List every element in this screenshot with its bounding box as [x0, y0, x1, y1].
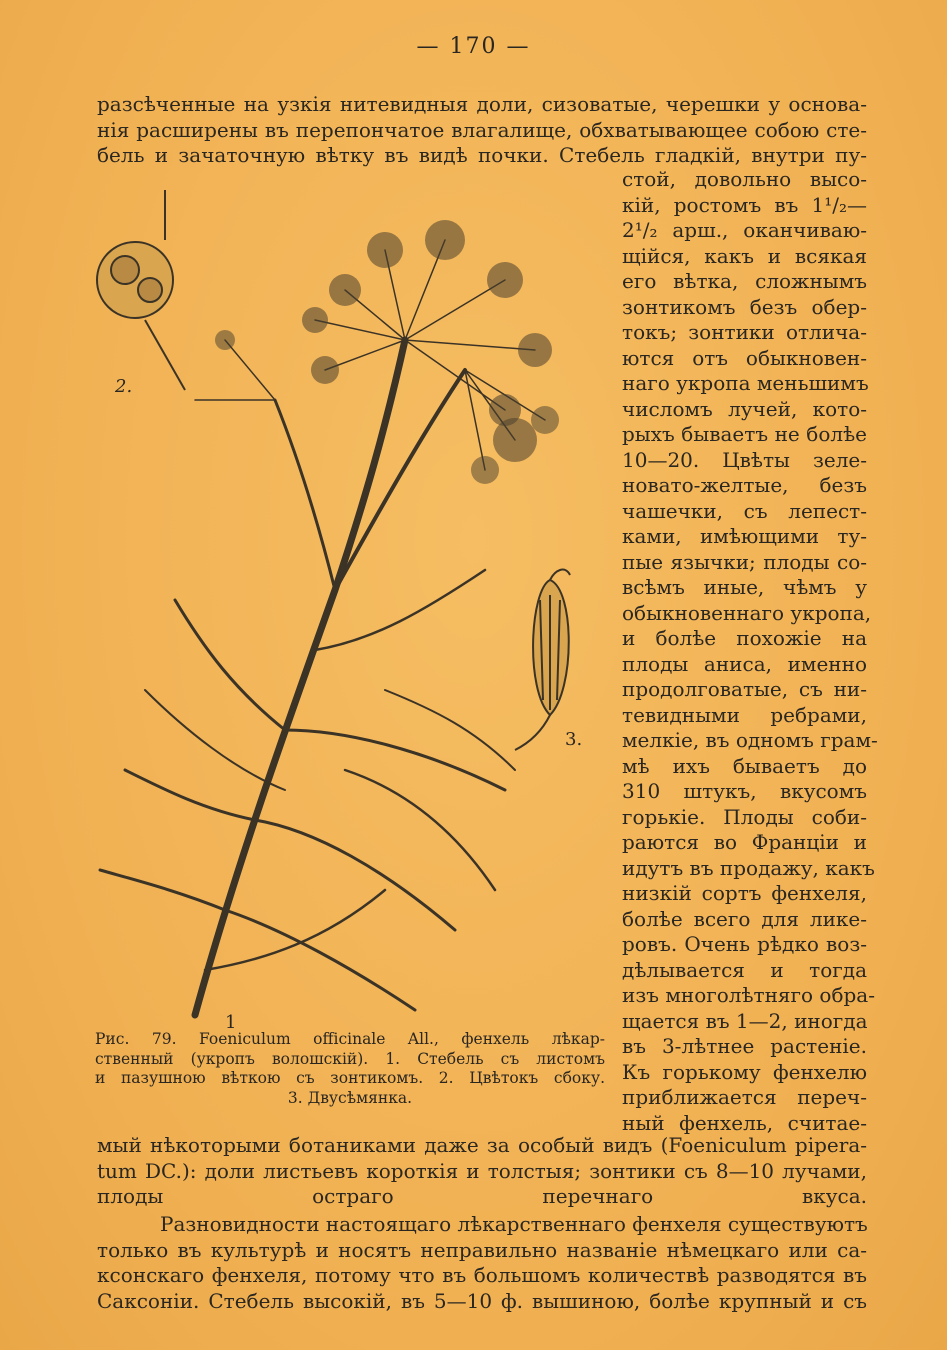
- label-stem: 1: [225, 1012, 237, 1030]
- column-text-line: токъ; зонтики отлича-: [622, 320, 867, 344]
- column-text-line: раются во Франціи и: [622, 830, 867, 854]
- column-text-line: рыхъ бываетъ не болѣе: [622, 422, 867, 446]
- paragraph-line: Саксоніи. Стебель высокій, въ 5—10 ф. вышиною, болѣе крупный и съ: [97, 1288, 867, 1313]
- column-text-line: чашечки, съ лепест-: [622, 498, 867, 523]
- top-text-line: нія расширены въ перепончатое влагалище, обхватывающее собою сте-: [97, 117, 867, 142]
- column-text-line: ный фенхель, считае-: [622, 1110, 867, 1135]
- column-text-line: новато-желтые, безъ: [622, 473, 867, 497]
- caption-line: ственный (укропъ волошскій). 1. Стебель съ листомъ: [95, 1049, 605, 1068]
- caption-line: Рис. 79. Foeniculum officinale All., фенхель лѣкар-: [95, 1030, 605, 1048]
- fennel-drawing: [85, 170, 615, 1030]
- column-text-line: и болѣе похожіе на: [622, 626, 867, 650]
- column-text-line: щается въ 1—2, иногда: [622, 1008, 868, 1033]
- caption-line: 3. Двусѣмянка.: [287, 1088, 413, 1107]
- column-text-line: 2¹/₂ арш., оканчиваю-: [622, 218, 867, 242]
- column-text-line: болѣе всего для лике-: [622, 906, 867, 931]
- column-text-line: низкій сортъ фенхеля,: [622, 881, 867, 905]
- bottom-text-line: tum DC.): доли листьевъ короткія и толстыя; зонтики съ 8—10 лучами,: [97, 1158, 867, 1183]
- column-text-line: въ 3-лѣтнее растеніе.: [622, 1034, 867, 1058]
- column-text-line: ровъ. Очень рѣдко воз-: [622, 932, 867, 956]
- column-text-line: плоды аниса, именно: [622, 651, 867, 676]
- column-text-line: 310 штукъ, вкусомъ: [622, 779, 867, 803]
- column-text-line: наго укропа меньшимъ: [622, 371, 869, 395]
- column-text-line: мѣ ихъ бываетъ до: [622, 753, 867, 778]
- column-text-line: дѣлывается и тогда: [622, 957, 867, 982]
- column-text-line: горькіе. Плоды соби-: [622, 804, 867, 829]
- column-text-line: изъ многолѣтняго обра-: [622, 983, 875, 1007]
- column-text-line: тевидными ребрами,: [622, 702, 867, 727]
- column-text-line: пые язычки; плоды со-: [622, 549, 867, 574]
- column-text-line: Къ горькому фенхелю: [622, 1059, 867, 1084]
- paragraph-line: ксонскаго фенхеля, потому что въ большомъ количествѣ разводятся въ: [97, 1263, 867, 1287]
- caption-line: и пазушною вѣткою съ зонтикомъ. 2. Цвѣтокъ сбоку.: [95, 1069, 605, 1087]
- column-text-line: идутъ въ продажу, какъ: [622, 855, 875, 880]
- page-number: — 170 —: [416, 34, 531, 59]
- column-text-line: ками, имѣющими ту-: [622, 524, 867, 548]
- column-text-line: кій, ростомъ въ 1¹/₂—: [622, 192, 867, 217]
- column-text-line: продолговатые, съ ни-: [622, 677, 867, 701]
- top-text-line: разсѣченные на узкія нитевидныя доли, сизоватые, черешки у основа-: [97, 92, 867, 116]
- paragraph-first-line: Разновидности настоящаго лѣкарственнаго фенхеля существуютъ: [160, 1212, 868, 1236]
- label-fruit: 3.: [565, 729, 583, 750]
- figure-caption: [95, 1030, 605, 1108]
- column-text-line: ются отъ обыкновен-: [622, 345, 867, 370]
- column-text-line: его вѣтка, сложнымъ: [622, 269, 867, 293]
- column-text-line: числомъ лучей, кото-: [622, 396, 867, 421]
- fennel-illustration: [85, 170, 615, 1030]
- column-text-line: мелкіе, въ одномъ грам-: [622, 728, 878, 752]
- column-text-line: всѣмъ иные, чѣмъ у: [622, 575, 867, 599]
- column-text-line: обыкновеннаго укропа,: [622, 600, 872, 625]
- paragraph-line: только въ культурѣ и носятъ неправильно названіе нѣмецкаго или са-: [97, 1237, 867, 1262]
- column-text-line: зонтикомъ безъ обер-: [622, 294, 867, 319]
- bottom-text-line: мый нѣкоторыми ботаниками даже за особый видъ (Foeniculum pipera-: [97, 1133, 867, 1157]
- label-flower: 2.: [115, 376, 133, 397]
- column-text-line: приближается переч-: [622, 1085, 867, 1109]
- top-text-line: бель и зачаточную вѣтку въ видѣ почки. Стебель гладкій, внутри пу-: [97, 143, 867, 167]
- bottom-text-line: плоды остраго перечнаго вкуса.: [97, 1184, 867, 1208]
- column-text-line: щійся, какъ и всякая: [622, 243, 867, 268]
- column-text-line: 10—20. Цвѣты зеле-: [622, 447, 867, 472]
- column-text-line: стой, довольно высо-: [622, 167, 867, 191]
